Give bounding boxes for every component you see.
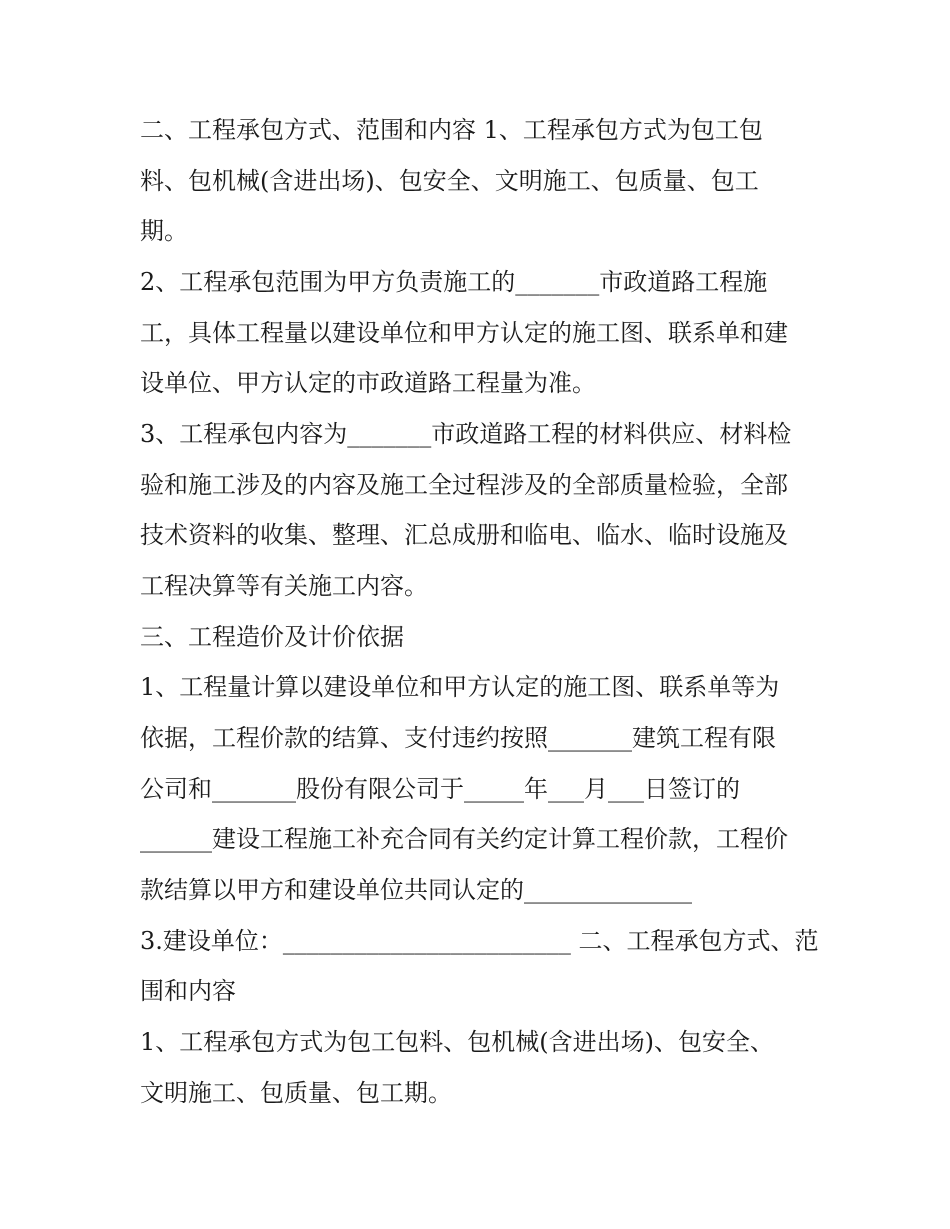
paragraph-line: 款结算以甲方和建设单位共同认定的______________ bbox=[140, 876, 692, 904]
paragraph-line: 工程决算等有关施工内容。 bbox=[140, 572, 428, 600]
paragraph-line: 工，具体工程量以建设单位和甲方认定的施工图、联系单和建 bbox=[140, 319, 788, 347]
paragraph-line: 设单位、甲方认定的市政道路工程量为准。 bbox=[140, 369, 596, 397]
paragraph-line: 1、工程承包方式为包工包料、包机械(含进出场)、包安全、 bbox=[140, 1028, 774, 1056]
paragraph-line: 料、包机械(含进出场)、包安全、文明施工、包质量、包工 bbox=[140, 167, 759, 195]
paragraph-line: 围和内容 bbox=[140, 977, 236, 1005]
paragraph-line: 验和施工涉及的内容及施工全过程涉及的全部质量检验，全部 bbox=[140, 471, 788, 499]
paragraph-line: 二、工程承包方式、范围和内容 1、工程承包方式为包工包 bbox=[140, 116, 763, 144]
paragraph-line: 1、工程量计算以建设单位和甲方认定的施工图、联系单等为 bbox=[140, 673, 780, 701]
paragraph-line: 期。 bbox=[140, 217, 188, 245]
paragraph-line: 文明施工、包质量、包工期。 bbox=[140, 1079, 452, 1107]
paragraph-line: 2、工程承包范围为甲方负责施工的_______市政道路工程施 bbox=[140, 268, 768, 296]
paragraph-line: 公司和_______股份有限公司于_____年___月___日签订的 bbox=[140, 775, 740, 803]
paragraph-line: 技术资料的收集、整理、汇总成册和临电、临水、临时设施及 bbox=[140, 521, 788, 549]
paragraph-line: 3、工程承包内容为_______市政道路工程的材料供应、材料检 bbox=[140, 420, 792, 448]
paragraph-line: 3.建设单位：________________________ 二、工程承包方式、范 bbox=[140, 927, 819, 955]
paragraph-line: 依据，工程价款的结算、支付违约按照_______建筑工程有限 bbox=[140, 724, 776, 752]
section-heading: 三、工程造价及计价依据 bbox=[140, 623, 404, 651]
paragraph-line: ______建设工程施工补充合同有关约定计算工程价款，工程价 bbox=[140, 825, 788, 853]
